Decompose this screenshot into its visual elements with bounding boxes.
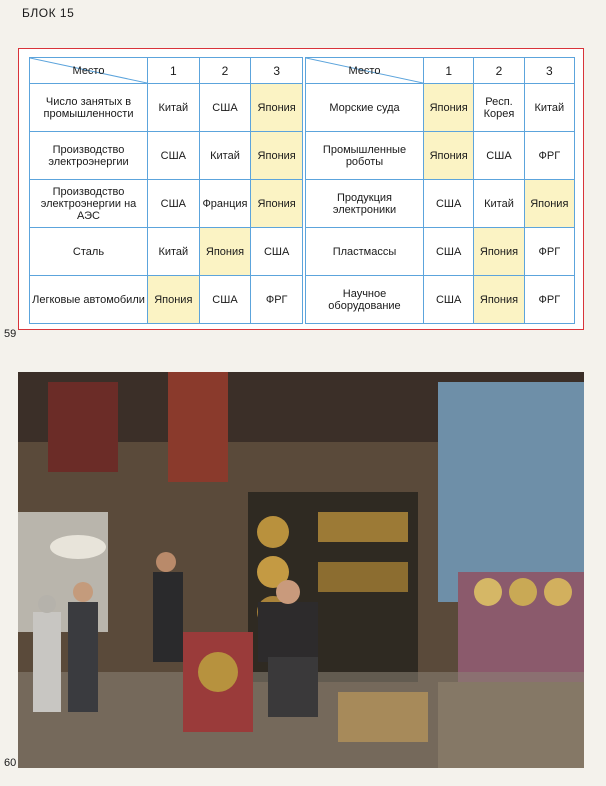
table-cell: ФРГ (524, 228, 574, 276)
place-header-label: Место (348, 64, 381, 77)
row-label: Пластмассы (306, 228, 424, 276)
table-cell: США (424, 276, 474, 324)
place-header-label: Место (72, 64, 105, 77)
table-cell: США (251, 228, 303, 276)
rank-2-header: 2 (199, 58, 251, 84)
table-cell: Китай (148, 84, 200, 132)
row-label: Сталь (30, 228, 148, 276)
table-header-row (30, 58, 303, 84)
table-cell: США (474, 132, 524, 180)
table-row (30, 132, 303, 180)
table-cell: США (199, 84, 251, 132)
table-cell-highlighted: Япония (251, 84, 303, 132)
table-cell: США (148, 132, 200, 180)
table-row (306, 132, 575, 180)
row-label: Число занятых в промышленности (30, 84, 148, 132)
table-cell-highlighted: Япония (251, 180, 303, 228)
table-cell: Китай (524, 84, 574, 132)
table-cell: ФРГ (524, 132, 574, 180)
table-row (306, 276, 575, 324)
rank-3-header: 3 (251, 58, 303, 84)
table-header-row (306, 58, 575, 84)
table-row (306, 228, 575, 276)
table-row (306, 84, 575, 132)
rankings-table-right (305, 57, 575, 324)
table-cell: Респ. Корея (474, 84, 524, 132)
table-cell: США (424, 180, 474, 228)
table-cell-highlighted: Япония (424, 84, 474, 132)
row-label: Научное оборудование (306, 276, 424, 324)
table-cell-highlighted: Япония (474, 228, 524, 276)
place-header-cell (30, 58, 148, 84)
rank-1-header: 1 (148, 58, 200, 84)
table-row (30, 84, 303, 132)
table-row (30, 276, 303, 324)
table-cell-highlighted: Япония (199, 228, 251, 276)
table-row (30, 180, 303, 228)
market-photo (18, 372, 584, 768)
table-cell-highlighted: Япония (148, 276, 200, 324)
rankings-table-left (29, 57, 303, 324)
table-cell-highlighted: Япония (524, 180, 574, 228)
table-cell-highlighted: Япония (424, 132, 474, 180)
place-header-cell (306, 58, 424, 84)
table-cell: Китай (199, 132, 251, 180)
table-cell: Китай (148, 228, 200, 276)
row-label: Легковые автомобили (30, 276, 148, 324)
table-figure-number: 59 (4, 328, 17, 340)
table-cell: ФРГ (524, 276, 574, 324)
photo-figure-number: 60 (4, 757, 17, 769)
rank-3-header: 3 (524, 58, 574, 84)
row-label: Производство электроэнергии (30, 132, 148, 180)
row-label: Продукция электроники (306, 180, 424, 228)
table-row (30, 228, 303, 276)
table-cell: Франция (199, 180, 251, 228)
table-cell: ФРГ (251, 276, 303, 324)
rank-1-header: 1 (424, 58, 474, 84)
table-cell-highlighted: Япония (474, 276, 524, 324)
block-label: БЛОК 15 (22, 6, 75, 20)
row-label: Промышленные роботы (306, 132, 424, 180)
table-cell: США (424, 228, 474, 276)
rankings-table-frame (18, 48, 584, 330)
table-cell: США (148, 180, 200, 228)
market-photo-illustration (18, 372, 584, 768)
rank-2-header: 2 (474, 58, 524, 84)
row-label: Производство электроэнергии на АЭС (30, 180, 148, 228)
table-cell: Китай (474, 180, 524, 228)
table-row (306, 180, 575, 228)
row-label: Морские суда (306, 84, 424, 132)
table-cell: США (199, 276, 251, 324)
table-cell-highlighted: Япония (251, 132, 303, 180)
